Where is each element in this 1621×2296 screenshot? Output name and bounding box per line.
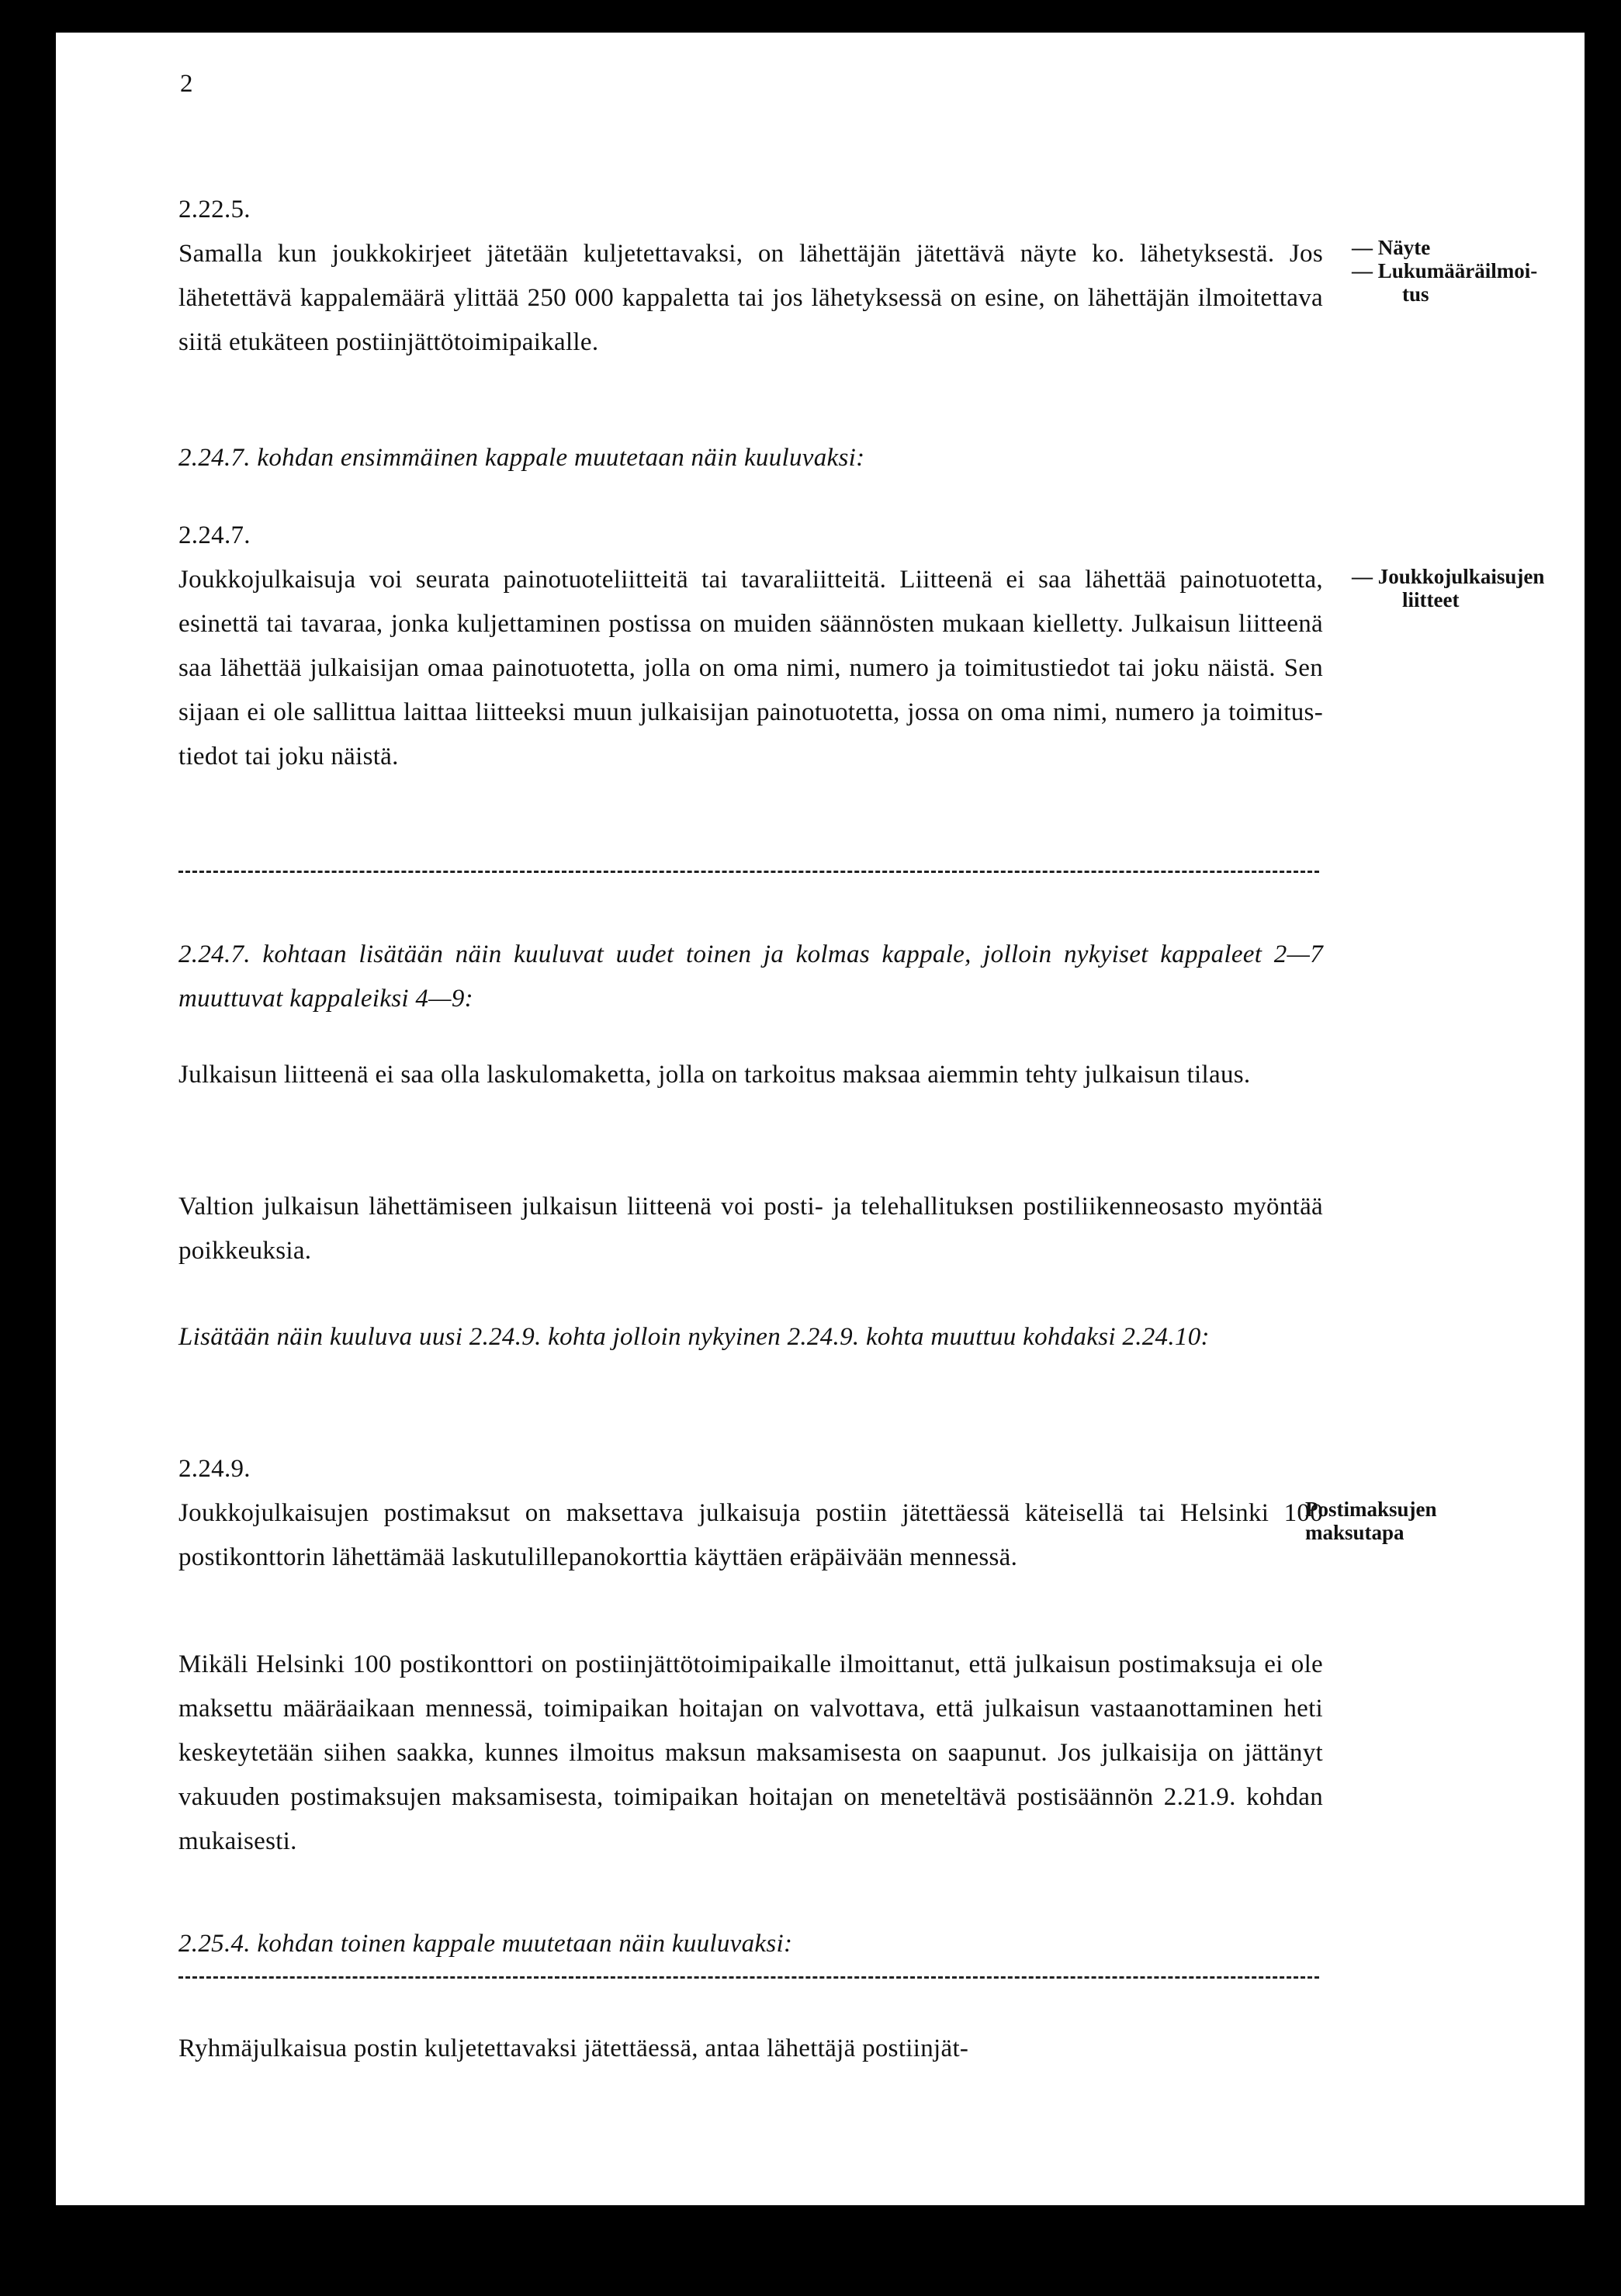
paragraph: Mikäli Helsinki 100 postikonttori on postiinjättötoimipaikalle ilmoittanut, että julkaisun postimaksuja ei ole maksettu määräaikaan mennessä, toimipaikan hoitajan on valvottava, että julkaisun vastaanottaminen heti keskeytetään siihen saakka, kunnes ilmoitus maksun maksamisesta on saapunut. Jos julkaisija on jättänyt vakuuden postimaksujen maksamisesta, toimipaikan hoitajan on meneteltävä postisäännön 2.21.9. kohdan mukaisesti. xyxy=(178,1650,1323,1855)
section-text: Samalla kun joukkokirjeet jätetään kuljetettavaksi, on lähettäjän jätettävä näyte ko. lähetyksestä. Jos lähetettävä kappalemäärä ylittää 250 000 kappaletta tai jos lähetyksessä on esine, on lähettäjän ilmoitettava siitä etukäteen postiinjättötoimipaikalle. xyxy=(178,240,1323,356)
margin-label: liitteet xyxy=(1402,588,1460,611)
section-number: 2.24.7. xyxy=(178,521,251,549)
paragraph: Julkaisun liitteenä ei saa olla laskulomaketta, jolla on tarkoitus maksaa aiemmin tehty julkaisun tilaus. xyxy=(178,1061,1251,1089)
margin-label: maksutapa xyxy=(1305,1521,1405,1544)
section-2-22-5 xyxy=(178,188,1323,365)
instruction-1: 2.24.7. kohdan ensimmäinen kappale muutetaan näin kuuluvaksi: xyxy=(178,444,865,472)
instruction-2: 2.24.7. kohtaan lisätään näin kuuluvat uudet toinen ja kolmas kappale, jolloin nykyiset kappaleet 2—7 muuttuvat kappaleiksi 4—9: xyxy=(178,940,1323,1013)
instruction-3: Lisätään näin kuuluva uusi 2.24.9. kohta jolloin nykyinen 2.24.9. kohta muuttuu kohdaksi 2.24.10: xyxy=(178,1323,1210,1351)
margin-label: Postimaksujen xyxy=(1305,1498,1437,1521)
margin-label: — Joukkojulkaisujen xyxy=(1352,565,1585,588)
margin-label: — Lukumääräilmoi- xyxy=(1352,259,1585,282)
margin-note-maksutapa xyxy=(1305,1498,1538,1544)
section-2-24-7 xyxy=(178,514,1323,779)
page-number: 2 xyxy=(180,70,193,98)
instruction-4: 2.25.4. kohdan toinen kappale muutetaan näin kuuluvaksi: xyxy=(178,1930,793,1958)
section-2-24-9 xyxy=(178,1447,1323,1580)
section-number: 2.24.9. xyxy=(178,1455,251,1483)
margin-label: tus xyxy=(1402,282,1429,306)
section-text: Joukkojulkaisuja voi seurata painotuoteliitteitä tai tavaraliitteitä. Liitteenä ei saa lähettää painotuotetta, esinettä tai tavaraa, jonka kuljettaminen postissa on muiden säännösten mukaan kielletty. Julkaisun liitteenä saa lähettää julkaisijan omaa painotuotetta, jolla on oma nimi, numero ja toimitustiedot tai joku näistä. Sen sijaan ei ole sallittua laittaa liitteeksi muun julkaisijan painotuotetta, jossa on oma nimi, numero ja toimitus-tiedot tai joku näistä. xyxy=(178,566,1323,771)
margin-note-liitteet xyxy=(1352,565,1585,611)
dashed-separator xyxy=(178,871,1323,873)
dashed-separator xyxy=(178,1976,1323,1979)
section-text: Joukkojulkaisujen postimaksut on maksettava julkaisuja postiin jätettäessä käteisellä tai Helsinki 100 postikonttorin lähettämää laskutulillepanokorttia käyttäen eräpäivään mennessä. xyxy=(178,1499,1323,1571)
scan-edge xyxy=(1566,33,1585,2205)
margin-label: — Näyte xyxy=(1352,236,1585,259)
section-number: 2.22.5. xyxy=(178,196,251,223)
margin-note-nayte xyxy=(1352,236,1585,306)
document-page xyxy=(56,33,1574,2205)
paragraph: Ryhmäjulkaisua postin kuljetettavaksi jätettäessä, antaa lähettäjä postiinjät- xyxy=(178,2035,969,2062)
paragraph: Valtion julkaisun lähettämiseen julkaisun liitteenä voi posti- ja telehallituksen postiliikenneosasto myöntää poikkeuksia. xyxy=(178,1193,1323,1265)
